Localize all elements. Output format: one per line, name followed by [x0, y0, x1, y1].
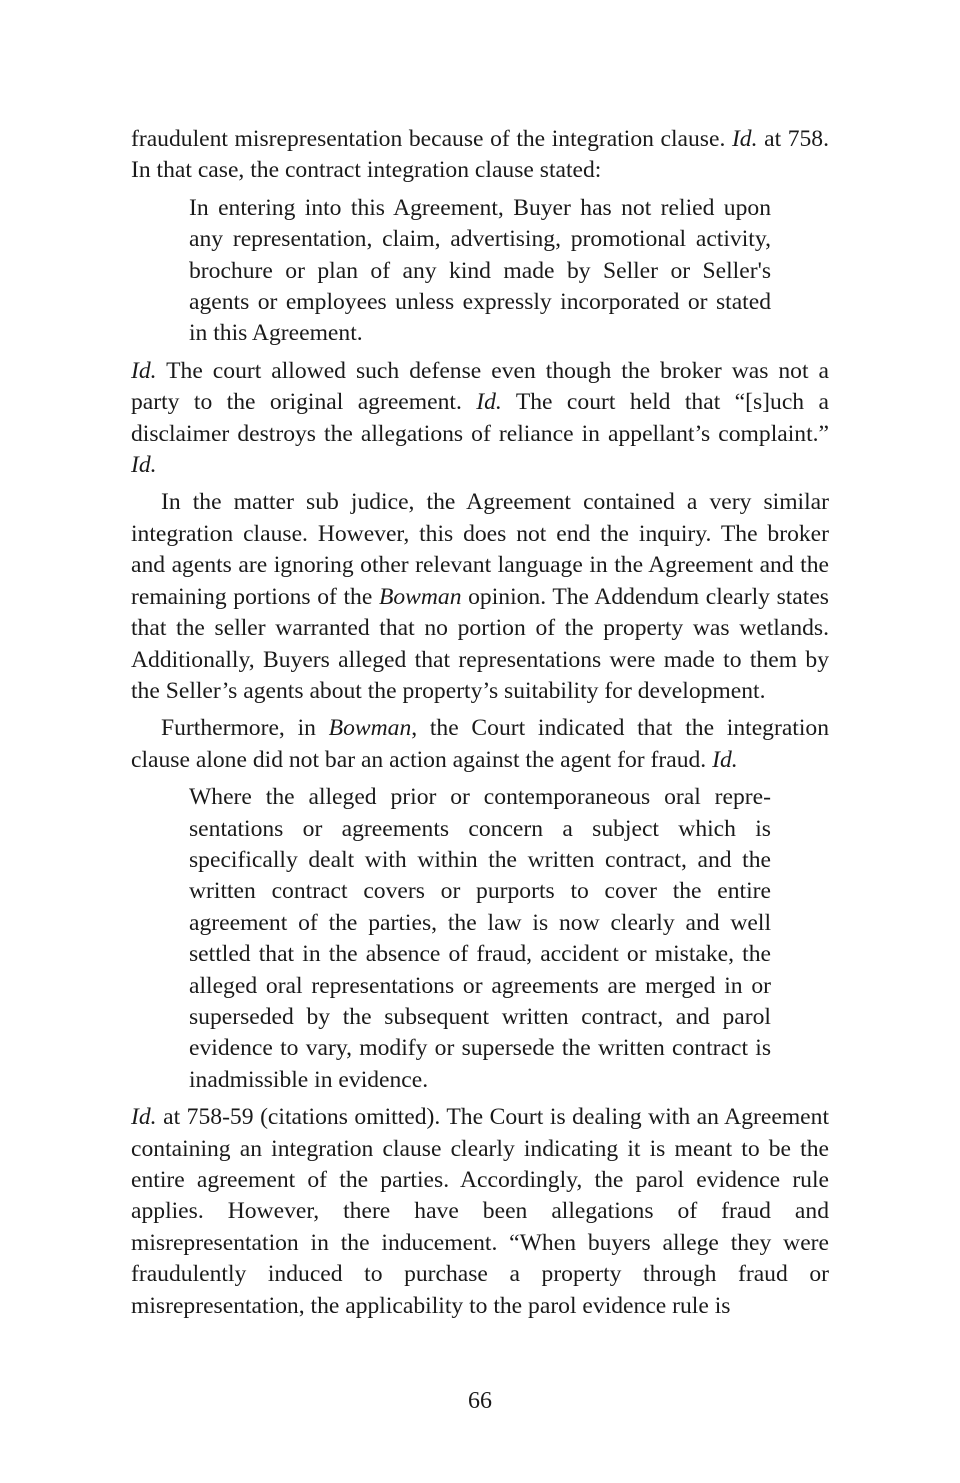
citation-id: Id. — [476, 389, 502, 416]
text-run: fraudulent misrepresentation because of the integration clause. — [131, 126, 732, 152]
citation-id: Id. — [131, 452, 157, 479]
paragraph-3 — [131, 487, 829, 707]
citation-id: Id. — [131, 357, 157, 384]
citation-id: Id. — [731, 126, 758, 152]
text-run: at 758-59 (citations omitted). The Court is dealing with an Agreement containing an integration clause clearly indicating it is meant to be the entire agreement of the parties. Accordingly, the parol evidence rule applies. However, there have been allegations of fraud and misrepresentation in the inducement. “When buyers allege they were fraudulently induced to purchase a property through fraud or misrepresentation, the applicability to the parol evidence rule is — [131, 1104, 829, 1319]
case-name: Bowman — [328, 715, 412, 742]
citation-id: Id. — [131, 1104, 157, 1131]
paragraph-4 — [131, 713, 829, 776]
paragraph-5 — [131, 1102, 829, 1322]
case-name: Bowman — [378, 583, 462, 610]
text-run: , the Court indicated that the integration clause alone did not bar an action against the agent for fraud. — [131, 715, 829, 773]
text-run: opinion. The Addendum clearly states that the seller warranted that no portion of the property was wetlands. Additionally, Buyers alleged that representations were made to them by the Seller’s agents about the property’s suitability for development. — [131, 583, 829, 704]
text-run: Furthermore, in — [161, 715, 329, 742]
citation-id: Id. — [712, 746, 738, 773]
block-quote-1: In entering into this Agreement, Buyer has not relied upon any representation, claim, advertising, promotional activity, brochure or plan of any kind made by Seller or Seller's agents or employees unless expressly incorporated or stated in this Agreement. — [189, 194, 771, 347]
text-run: at 758. In that case, the contract integration clause stated: — [131, 126, 829, 184]
text-run: The court allowed such defense even though the broker was not a party to the original agreement. — [131, 357, 829, 416]
paragraph-1 — [131, 124, 829, 187]
page-number: 66 — [468, 1388, 492, 1414]
paragraph-2 — [131, 356, 829, 482]
document-page — [131, 124, 829, 1322]
text-run: In the matter sub judice, the Agreement contained a very similar integration clause. However, this does not end the inquiry. The broker and agents are ignoring other relevant language in the Agreement and the remaining portions of the — [131, 489, 829, 610]
block-quote-2: Where the alleged prior or contemporaneous oral representations or agreements concern a subject which is specifically dealt with within the written contract, and the written contract covers or purports to cover the entire agreement of the parties, the law is now clearly and well settled that in the absence of fraud, accident or mistake, the alleged oral representations or agreements are merged in or superseded by the subsequent written contract, and parol evidence to vary, modify or supersede the written contract is inadmissible in evidence. — [189, 784, 771, 1093]
text-run: The court held that “[s]uch a disclaimer destroys the allegations of reliance in appellant’s complaint.” — [131, 389, 829, 447]
